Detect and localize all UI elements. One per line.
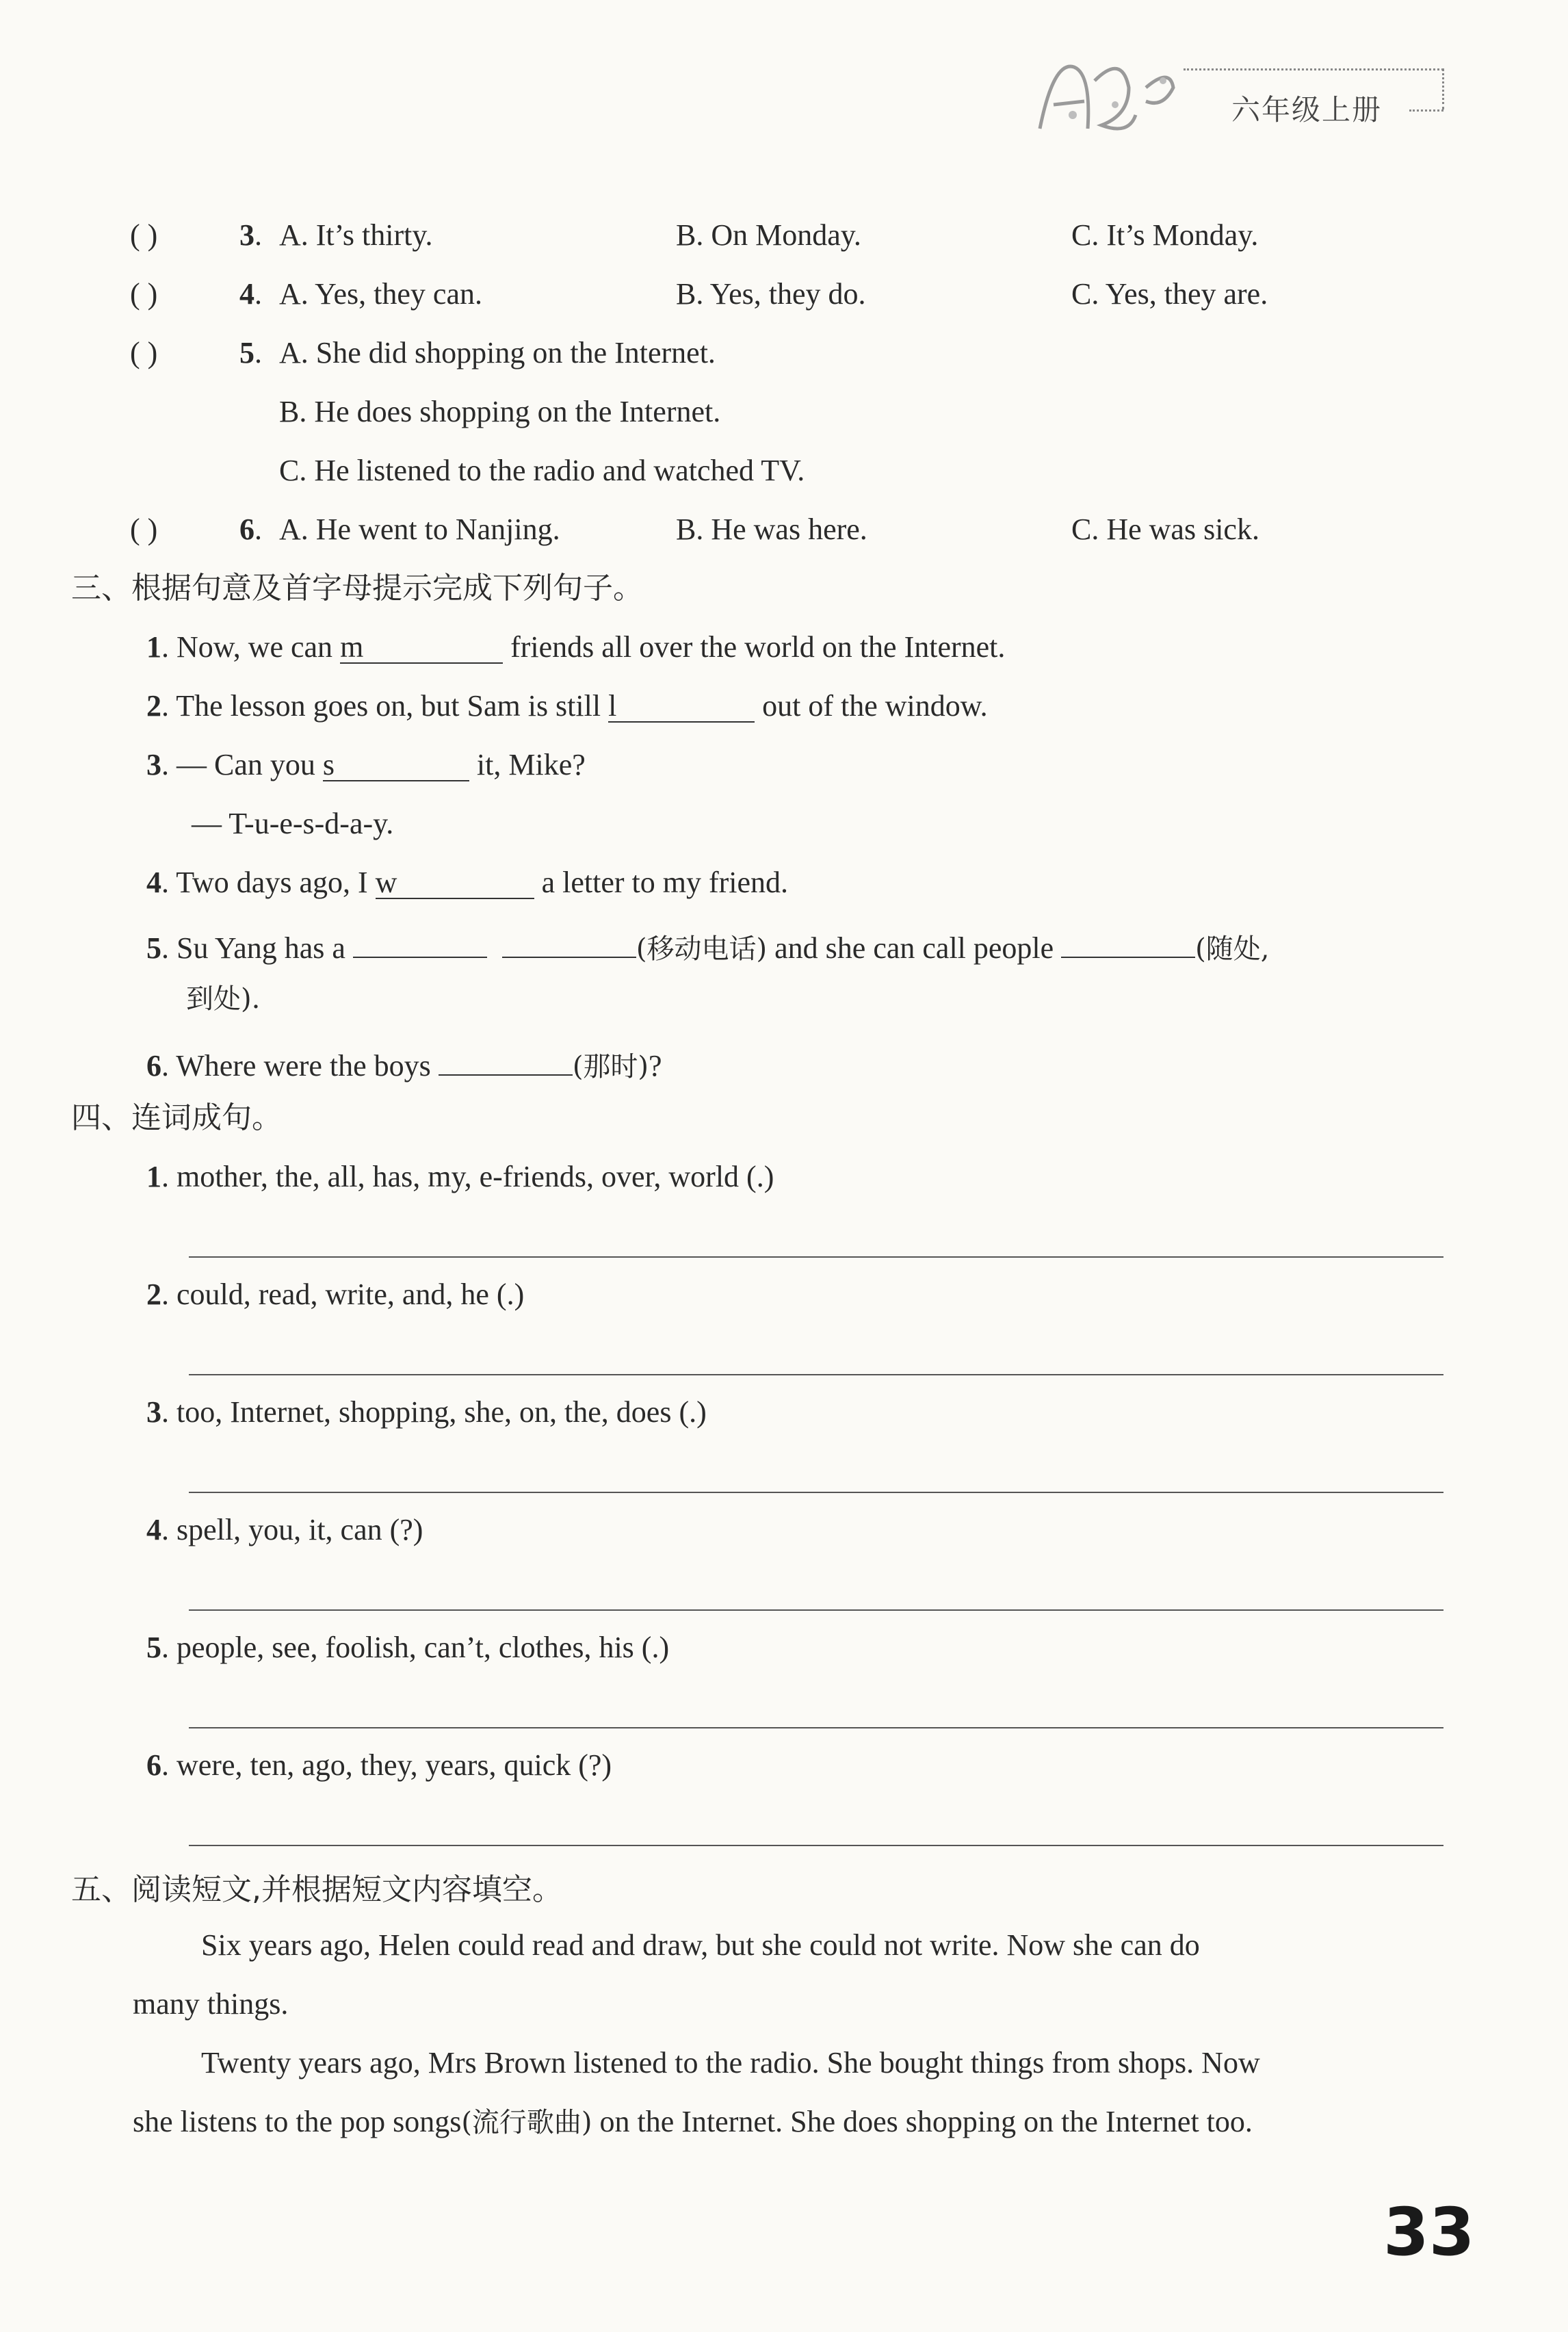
answer-line[interactable] bbox=[189, 1492, 1443, 1493]
mc-question-number: 4. bbox=[239, 277, 262, 311]
fill-blank[interactable]: m bbox=[340, 632, 503, 664]
section-3-title: 三、根据句意及首字母提示完成下列句子。 bbox=[71, 571, 643, 606]
mc-option-c: C. He was sick. bbox=[1071, 513, 1259, 546]
mc-question-number: 6. bbox=[239, 513, 262, 546]
fill-blank[interactable]: s bbox=[323, 750, 469, 781]
fill-blank[interactable] bbox=[353, 927, 487, 958]
header-dotted-frame-bottom bbox=[1409, 109, 1443, 112]
header-dotted-frame-top bbox=[1184, 68, 1443, 70]
passage-line: she listens to the pop songs(流行歌曲) on the Internet. She does shopping on the Internet too. bbox=[133, 2105, 1253, 2138]
mc-option-c: C. It’s Monday. bbox=[1071, 218, 1259, 252]
header bbox=[1012, 33, 1464, 135]
grade-label: 六年级上册 bbox=[1231, 93, 1383, 127]
mc-option-a: A. Yes, they can. bbox=[279, 277, 482, 311]
fill-question-1: 1. Now, we can m friends all over the world on the Internet. bbox=[146, 630, 1006, 664]
mc-question-number: 5. bbox=[239, 336, 262, 370]
fill-question-3-reply: — T-u-e-s-d-a-y. bbox=[192, 807, 394, 840]
mc-option-c: C. He listened to the radio and watched TV. bbox=[279, 454, 805, 487]
fill-question-5: 5. Su Yang has a (移动电话) and she can call people (随处, bbox=[146, 927, 1270, 963]
reorder-question-1: 1. mother, the, all, has, my, e-friends, over, world (.) bbox=[146, 1160, 774, 1193]
mc-paren[interactable]: ( ) bbox=[130, 218, 158, 252]
passage-line: Twenty years ago, Mrs Brown listened to the radio. She bought things from shops. Now bbox=[201, 2046, 1260, 2080]
mc-option-a: A. It’s thirty. bbox=[279, 218, 433, 252]
fill-blank[interactable] bbox=[502, 927, 636, 958]
answer-line[interactable] bbox=[189, 1374, 1443, 1375]
mc-option-a: A. He went to Nanjing. bbox=[279, 513, 560, 546]
mc-option-a: A. She did shopping on the Internet. bbox=[279, 336, 716, 370]
reorder-question-6: 6. were, ten, ago, they, years, quick (?) bbox=[146, 1748, 612, 1782]
fill-question-5-cont: 到处). bbox=[186, 983, 261, 1015]
mc-paren[interactable]: ( ) bbox=[130, 513, 158, 546]
mc-question-number: 3. bbox=[239, 218, 262, 252]
mc-paren[interactable]: ( ) bbox=[130, 336, 158, 370]
reorder-question-3: 3. too, Internet, shopping, she, on, the, does (.) bbox=[146, 1395, 707, 1429]
mc-paren[interactable]: ( ) bbox=[130, 277, 158, 311]
fill-blank[interactable] bbox=[439, 1044, 573, 1076]
fill-blank[interactable] bbox=[1061, 927, 1195, 958]
fill-question-2: 2. The lesson goes on, but Sam is still l out of the window. bbox=[146, 689, 988, 723]
answer-line[interactable] bbox=[189, 1727, 1443, 1728]
answer-line[interactable] bbox=[189, 1609, 1443, 1611]
header-dotted-frame-right bbox=[1442, 68, 1444, 109]
fill-question-4: 4. Two days ago, I w a letter to my friend. bbox=[146, 866, 789, 899]
fill-question-3: 3. — Can you s it, Mike? bbox=[146, 748, 586, 781]
mc-option-b: B. Yes, they do. bbox=[676, 277, 866, 311]
abc-logo-icon bbox=[1026, 40, 1184, 149]
page-number: 33 bbox=[1383, 2194, 1475, 2270]
fill-blank[interactable]: l bbox=[608, 691, 755, 723]
fill-question-6: 6. Where were the boys (那时)? bbox=[146, 1044, 662, 1081]
answer-line[interactable] bbox=[189, 1256, 1443, 1258]
passage-line: many things. bbox=[133, 1987, 289, 2021]
reorder-question-2: 2. could, read, write, and, he (.) bbox=[146, 1278, 525, 1311]
reorder-question-4: 4. spell, you, it, can (?) bbox=[146, 1513, 423, 1546]
reorder-question-5: 5. people, see, foolish, can’t, clothes, his (.) bbox=[146, 1631, 670, 1664]
passage-line: Six years ago, Helen could read and draw, but she could not write. Now she can do bbox=[201, 1928, 1200, 1962]
section-4-title: 四、连词成句。 bbox=[71, 1100, 282, 1135]
section-5-title: 五、阅读短文,并根据短文内容填空。 bbox=[71, 1872, 562, 1907]
answer-line[interactable] bbox=[189, 1845, 1443, 1846]
mc-option-b: B. He does shopping on the Internet. bbox=[279, 395, 721, 428]
mc-option-b: B. On Monday. bbox=[676, 218, 861, 252]
mc-option-c: C. Yes, they are. bbox=[1071, 277, 1268, 311]
mc-option-b: B. He was here. bbox=[676, 513, 867, 546]
fill-blank[interactable]: w bbox=[376, 868, 534, 899]
